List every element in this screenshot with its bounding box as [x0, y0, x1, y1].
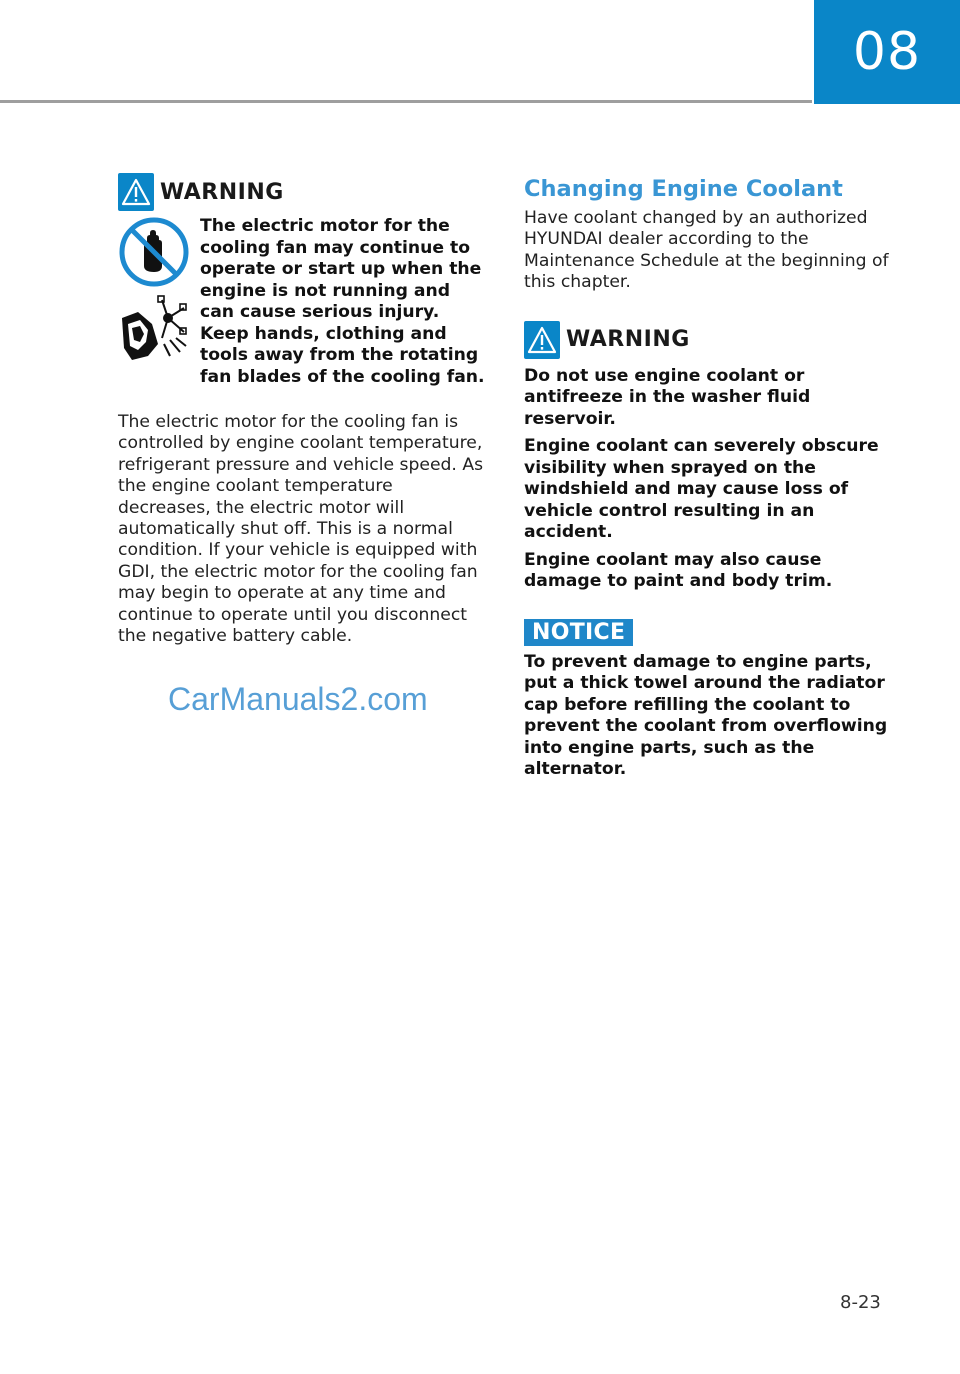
- warning-paragraph: Engine coolant may also cause damage to paint and body trim.: [524, 549, 833, 592]
- notice-badge: NOTICE: [524, 619, 633, 646]
- warning-label: WARNING: [566, 327, 690, 353]
- section-title: Changing Engine Coolant: [524, 176, 843, 202]
- chapter-tab: 08: [814, 0, 960, 104]
- fan-description: The electric motor for the cooling fan is controlled by engine coolant temperature, refrigerant pressure and vehicle speed. As the engine coolant temperature decreases, the electric motor will automatically shut off. This is a normal condition. If your vehicle is equipped with GDI, the electric motor for the cooling fan may begin to operate at any time and continue to operate until you disconnect the negative battery cable.: [118, 412, 484, 647]
- warning-header: [118, 172, 488, 212]
- warning-paragraph: Do not use engine coolant or antifreeze in the washer fluid reservoir.: [524, 365, 811, 429]
- no-hand-icon: [118, 216, 194, 292]
- header-rule: [0, 100, 812, 103]
- warning-text: The electric motor for the cooling fan may continue to operate or start up when the engine is not running and can cause serious injury. Keep hands, clothing and tools away from the rotating fan blades of the cooling fan.: [200, 216, 485, 387]
- fan-hazard-icon: [118, 294, 194, 370]
- warning-paragraph: Engine coolant can severely obscure visibility when sprayed on the windshield and may cause loss of vehicle control resulting in an accident.: [524, 436, 879, 543]
- warning-triangle-icon: [524, 321, 560, 359]
- right-column: [524, 176, 890, 781]
- notice-text: To prevent damage to engine parts, put a thick towel around the radiator cap before refilling the coolant to prevent the coolant from overflowing into engine parts, such as the alternator.: [524, 651, 888, 780]
- watermark: CarManuals2.com: [168, 681, 428, 718]
- page-number: 8-23: [840, 1292, 881, 1313]
- warning-icons: [118, 216, 194, 388]
- warning-label: WARNING: [160, 179, 284, 205]
- left-column: [118, 172, 488, 718]
- warning-header-2: [524, 320, 890, 360]
- warning-block: [118, 216, 488, 388]
- coolant-warning: [524, 320, 890, 593]
- warning-triangle-icon: [118, 173, 154, 211]
- coolant-intro: Have coolant changed by an authorized HYUNDAI dealer according to the Maintenance Schedule at the beginning of this chapter.: [524, 208, 889, 293]
